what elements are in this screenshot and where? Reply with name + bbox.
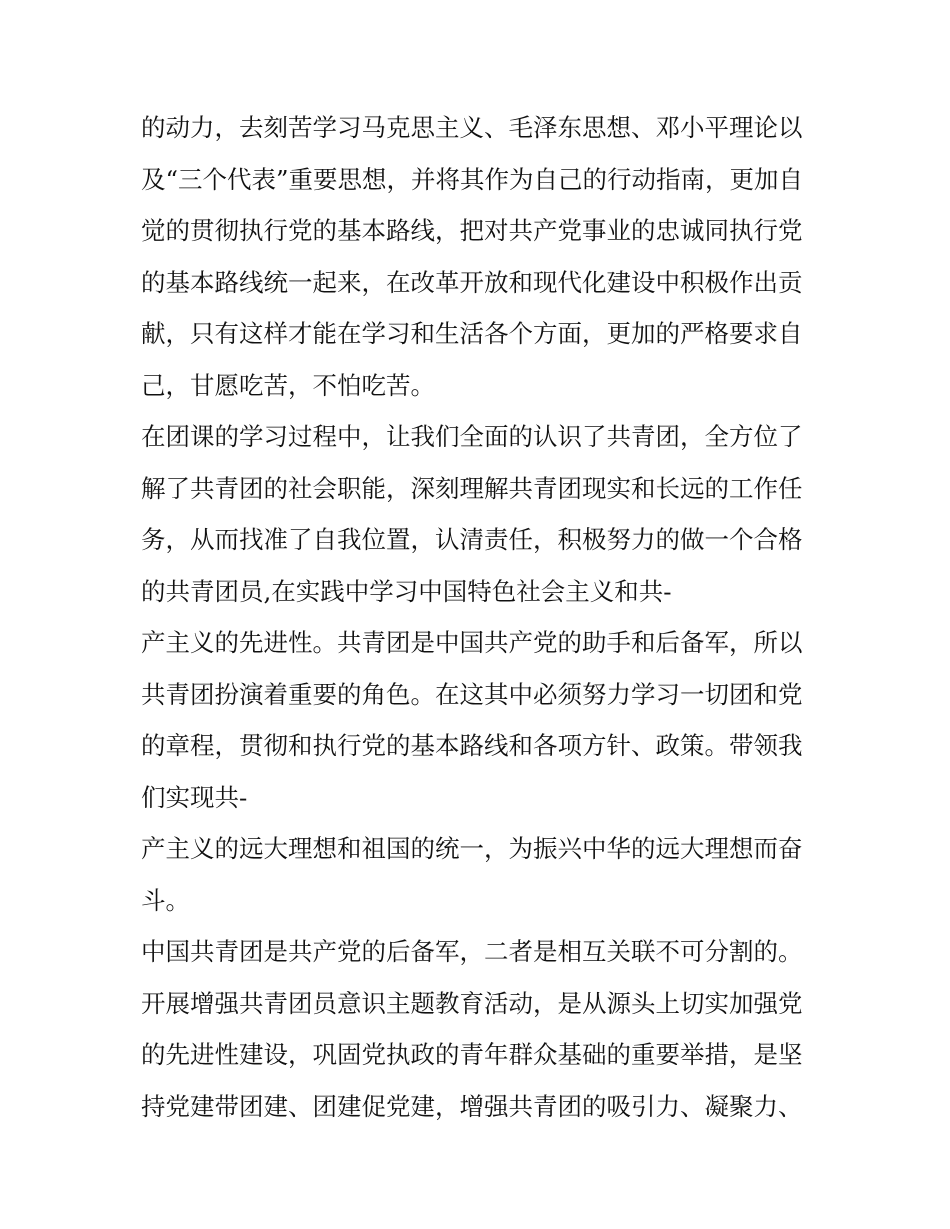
text-line: 产主义的远大理想和祖国的统一，为振兴中华的远大理想而奋 bbox=[141, 834, 803, 863]
text-line: 在团课的学习过程中，让我们全面的认识了共青团，全方位了 bbox=[141, 422, 803, 451]
text-line: 持党建带团建、团建促党建，增强共青团的吸引力、凝聚力、 bbox=[141, 1091, 803, 1121]
text-line: 的章程，贯彻和执行党的基本路线和各项方针、政策。带领我 bbox=[141, 731, 803, 760]
text-line: 的共青团员,在实践中学习中国特色社会主义和共- bbox=[141, 576, 672, 606]
text-line: 解了共青团的社会职能，深刻理解共青团现实和长远的工作任 bbox=[141, 473, 803, 503]
text-line: 及“三个代表”重要思想，并将其作为自己的行动指南，更加自 bbox=[141, 164, 804, 194]
text-line: 产主义的先进性。共青团是中国共产党的助手和后备军，所以 bbox=[141, 628, 803, 657]
text-line: 中国共青团是共产党的后备军，二者是相互关联不可分割的。 bbox=[141, 937, 803, 966]
text-line: 觉的贯彻执行党的基本路线，把对共产党事业的忠诚同执行党 bbox=[141, 216, 803, 245]
text-line: 的动力，去刻苦学习马克思主义、毛泽东思想、邓小平理论以 bbox=[141, 113, 803, 142]
text-line: 务，从而找准了自我位置，认清责任，积极努力的做一个合格 bbox=[141, 525, 803, 554]
text-line: 们实现共- bbox=[141, 782, 248, 812]
text-line: 的基本路线统一起来，在改革开放和现代化建设中积极作出贡 bbox=[141, 267, 803, 297]
text-line: 共青团扮演着重要的角色。在这其中必须努力学习一切团和党 bbox=[141, 679, 803, 709]
text-line: 开展增强共青团员意识主题教育活动，是从源头上切实加强党 bbox=[141, 988, 803, 1018]
body-text bbox=[141, 102, 831, 1132]
text-line: 己，甘愿吃苦，不怕吃苦。 bbox=[141, 370, 435, 400]
text-line: 斗。 bbox=[141, 885, 190, 915]
text-line: 献，只有这样才能在学习和生活各个方面，更加的严格要求自 bbox=[141, 319, 803, 348]
text-line: 的先进性建设，巩固党执政的青年群众基础的重要举措，是坚 bbox=[141, 1040, 803, 1069]
